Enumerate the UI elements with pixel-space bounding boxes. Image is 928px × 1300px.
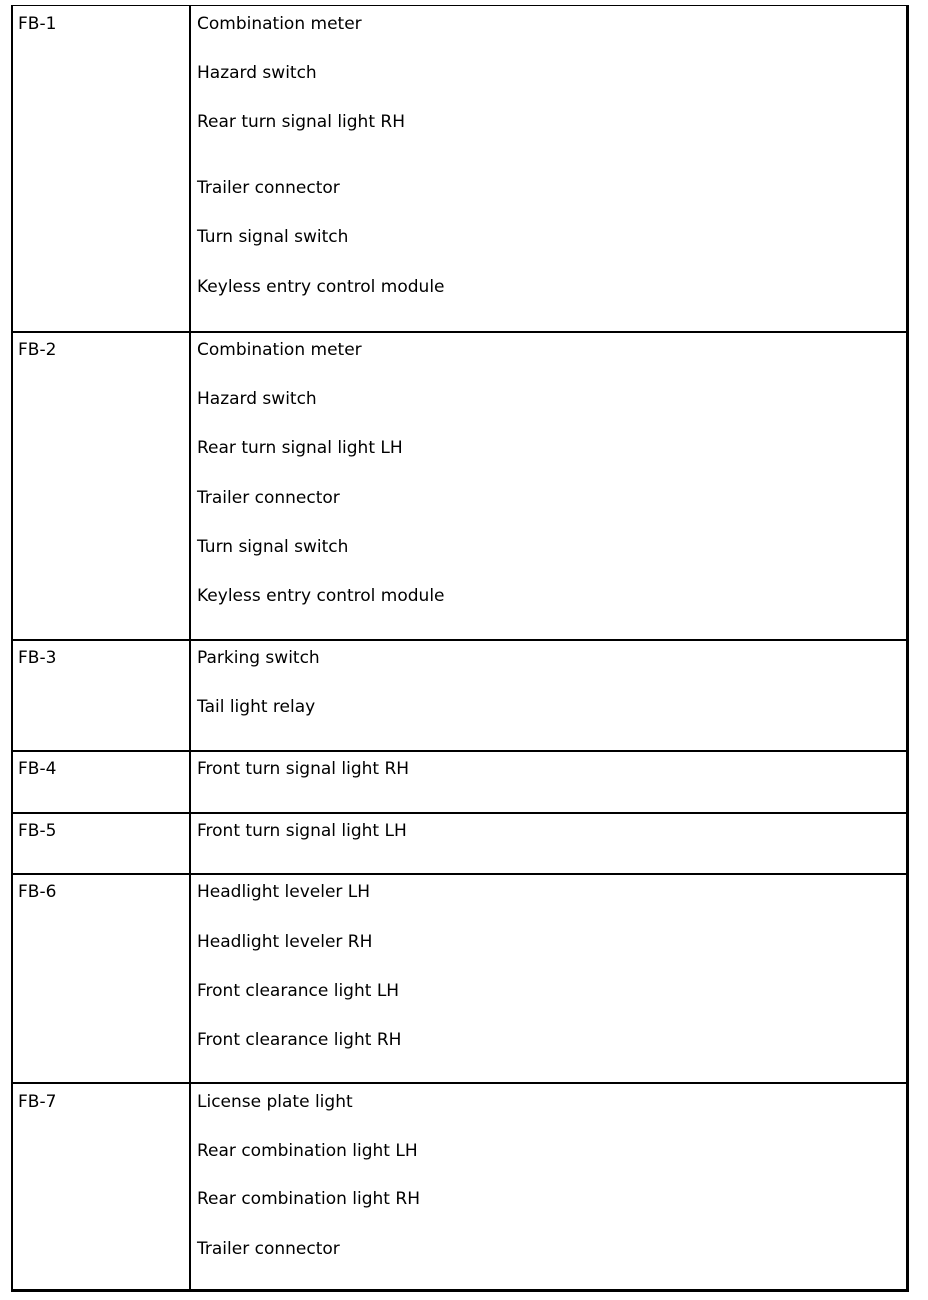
- table-row-fb-3: [13, 639, 906, 750]
- circuit-item: Keyless entry control module: [197, 586, 445, 606]
- fuse-id: FB-1: [18, 14, 57, 34]
- circuit-item: Keyless entry control module: [197, 277, 445, 297]
- table-row-fb-5: [13, 812, 906, 873]
- circuit-item: Headlight leveler RH: [197, 932, 373, 952]
- table-row-fb-4: [13, 750, 906, 812]
- table-row-fb-7: [13, 1082, 906, 1290]
- circuit-item: Trailer connector: [197, 1239, 340, 1259]
- fuse-id: FB-7: [18, 1092, 57, 1112]
- circuit-item: Front clearance light RH: [197, 1030, 402, 1050]
- circuit-item: Front clearance light LH: [197, 981, 400, 1001]
- fuse-id: FB-2: [18, 340, 57, 360]
- circuit-item: Trailer connector: [197, 488, 340, 508]
- table-row-fb-6: [13, 873, 906, 1082]
- fuse-id: FB-3: [18, 648, 57, 668]
- fuse-table: [11, 5, 909, 1292]
- circuit-item: Trailer connector: [197, 178, 340, 198]
- circuit-item: Rear combination light LH: [197, 1141, 418, 1161]
- circuit-item: Tail light relay: [197, 697, 316, 717]
- circuit-item: Front turn signal light RH: [197, 759, 410, 779]
- circuit-item: Combination meter: [197, 340, 362, 360]
- circuit-item: Front turn signal light LH: [197, 821, 407, 841]
- circuit-item: Rear turn signal light RH: [197, 112, 405, 132]
- fuse-id: FB-4: [18, 759, 57, 779]
- table-row-fb-2: [13, 331, 906, 639]
- circuit-item: Parking switch: [197, 648, 320, 668]
- circuit-item: Headlight leveler LH: [197, 882, 371, 902]
- circuit-item: Turn signal switch: [197, 227, 349, 247]
- circuit-item: Turn signal switch: [197, 537, 349, 557]
- circuit-item: Hazard switch: [197, 63, 317, 83]
- table-row-fb-1: [13, 6, 906, 331]
- circuit-item: Rear turn signal light LH: [197, 438, 403, 458]
- circuit-item: Combination meter: [197, 14, 362, 34]
- fuse-id: FB-6: [18, 882, 57, 902]
- circuit-item: Rear combination light RH: [197, 1189, 420, 1209]
- circuit-item: License plate light: [197, 1092, 353, 1112]
- fuse-id: FB-5: [18, 821, 57, 841]
- circuit-item: Hazard switch: [197, 389, 317, 409]
